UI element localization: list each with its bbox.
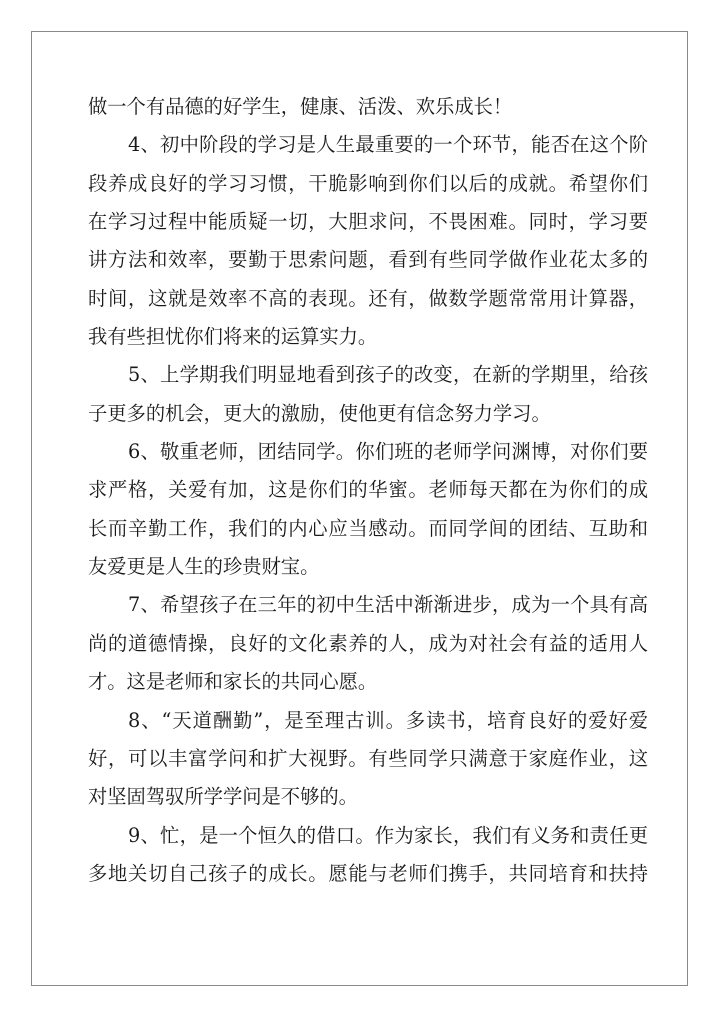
- paragraph-line: 才。这是老师和家长的共同心愿。: [88, 670, 378, 694]
- paragraph-line: 子更多的机会，更大的激励，使他更有信念努力学习。: [88, 401, 551, 425]
- paragraph-line: 尚的道德情操，良好的文化素养的人，成为对社会有益的适用人: [88, 631, 648, 655]
- paragraph-line: 我有些担忧你们将来的运算实力。: [88, 325, 378, 349]
- paragraph-line: 对坚固驾驭所学学问是不够的。: [88, 785, 358, 809]
- paragraph-line: 做一个有品德的好学生，健康、活泼、欢乐成长！: [88, 95, 513, 118]
- paragraph-line: 友爱更是人生的珍贵财宝。: [88, 555, 320, 579]
- paragraph-line: 多地关切自己孩子的成长。愿能与老师们携手，共同培育和扶持: [88, 861, 648, 885]
- paragraph-first-line: 4、初中阶段的学习是人生最重要的一个环节，能否在这个阶: [128, 133, 648, 157]
- paragraph-line: 讲方法和效率，要勤于思索问题，看到有些同学做作业花太多的: [88, 248, 648, 272]
- paragraph-line: 好，可以丰富学问和扩大视野。有些同学只满意于家庭作业，这: [88, 746, 648, 770]
- paragraph-first-line: 8、“天道酬勤”，是至理古训。多读书，培育良好的爱好爱: [128, 708, 648, 732]
- paragraph-line: 在学习过程中能质疑一切，大胆求问，不畏困难。同时，学习要: [88, 210, 648, 234]
- paragraph-first-line: 6、敬重老师，团结同学。你们班的老师学问渊博，对你们要: [128, 440, 648, 464]
- paragraph-line: 时间，这就是效率不高的表现。还有，做数学题常常用计算器，: [88, 286, 648, 310]
- paragraph-line: 求严格，关爱有加，这是你们的华蜜。老师每天都在为你们的成: [88, 478, 648, 502]
- paragraph-line: 段养成良好的学习习惯，干脆影响到你们以后的成就。希望你们: [88, 171, 648, 195]
- paragraph-first-line: 9、忙，是一个恒久的借口。作为家长，我们有义务和责任更: [128, 823, 648, 847]
- paragraph-first-line: 5、上学期我们明显地看到孩子的改变，在新的学期里，给孩: [128, 363, 648, 387]
- paragraph-line: 长而辛勤工作，我们的内心应当感动。而同学间的团结、互助和: [88, 516, 648, 540]
- document-body: [88, 88, 648, 893]
- paragraph-first-line: 7、希望孩子在三年的初中生活中渐渐进步，成为一个具有高: [128, 593, 648, 617]
